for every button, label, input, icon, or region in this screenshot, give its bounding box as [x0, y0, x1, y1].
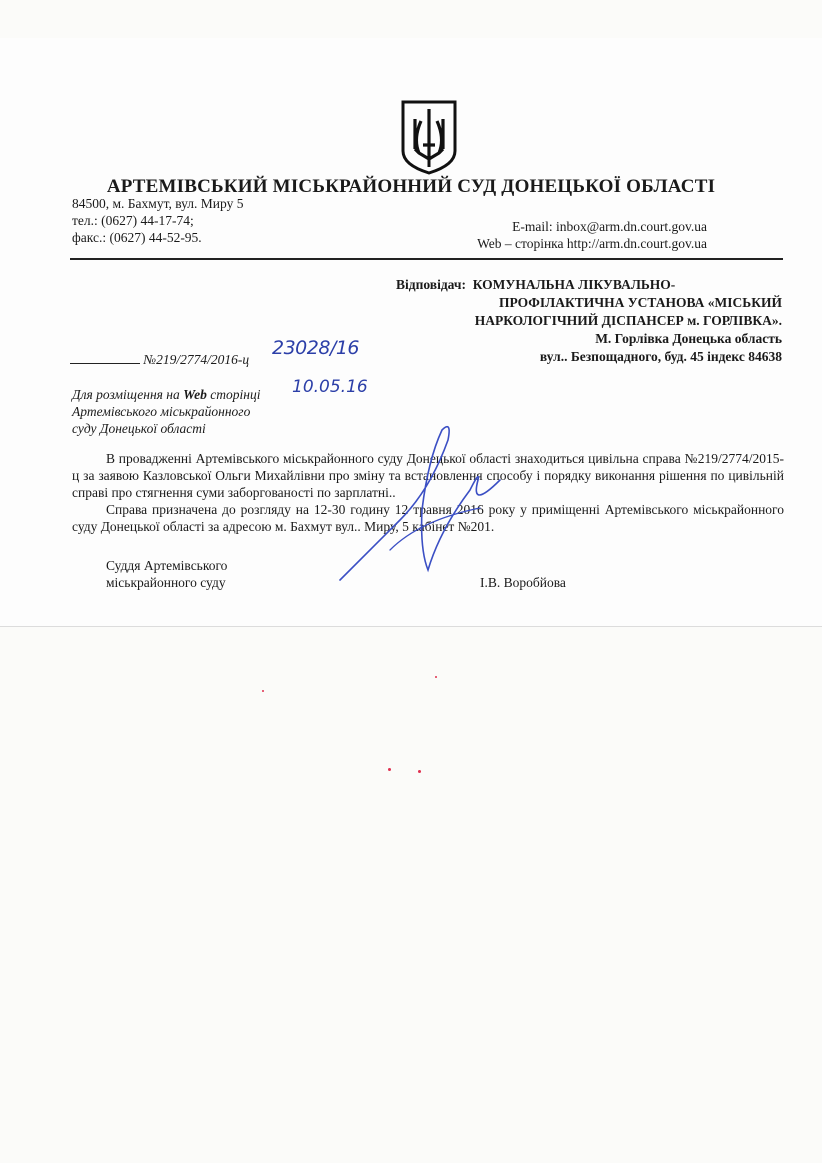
placement-suffix: сторінці — [210, 387, 261, 402]
case-reference — [70, 352, 249, 368]
signature-icon — [330, 400, 530, 590]
judge-title-line-1: Суддя Артемівського — [106, 558, 228, 573]
ink-speck — [388, 768, 391, 771]
addressee-line-4: М. Горлівка Донецька область — [595, 331, 782, 346]
addressee-line-3: НАРКОЛОГІЧНИЙ ДІСПАНСЕР м. ГОРЛІВКА». — [474, 313, 782, 328]
ink-speck — [435, 676, 437, 678]
court-fax: факс.: (0627) 44-52-95. — [72, 230, 202, 245]
placement-line-3: суду Донецької області — [72, 421, 206, 436]
body-paragraph-2: Справа призначена до розгляду на 12-30 годину 12 травня 2016 року у приміщенні Артемівського міськрайонного суду Донецької області за адресою м. Бахмут вул.. Миру, 5 кабінет №201. — [72, 502, 784, 534]
case-number: №219/2774/2016-ц — [143, 352, 250, 367]
handwritten-date: 10.05.16 — [292, 377, 368, 397]
placement-prefix: Для розміщення на — [72, 387, 180, 402]
judge-title-line-2: міськрайонного суду — [106, 575, 226, 590]
placement-note — [72, 386, 260, 437]
reference-blank — [70, 363, 140, 364]
addressee-line-5: вул.. Безпощадного, буд. 45 індекс 84638 — [539, 349, 782, 364]
court-address: 84500, м. Бахмут, вул. Миру 5 — [72, 196, 244, 211]
court-phone: тел.: (0627) 44-17-74; — [72, 213, 194, 228]
body-paragraph-1: В провадженні Артемівського міськрайонного суду Донецької області знаходиться цивільна справа №219/2774/2015-ц за заявою Казловської Ольги Михайлівни про зміну та встановлення способу і порядку виконання рішення по цивільній справі про стягнення суми заборгованості по зарплатні.. — [72, 451, 784, 500]
judge-title — [106, 557, 227, 591]
placement-web: Web — [183, 387, 207, 402]
court-email: E-mail: inbox@arm.dn.court.gov.ua — [512, 219, 707, 234]
handwritten-number: 23028/16 — [272, 337, 360, 359]
header-divider — [70, 258, 783, 260]
ink-speck — [262, 690, 264, 692]
addressee-line-2: ПРОФІЛАКТИЧНА УСТАНОВА «МІСЬКИЙ — [498, 295, 782, 310]
judge-name: І.В. Воробйова — [480, 575, 566, 590]
coat-of-arms-icon — [399, 99, 459, 175]
addressee-line-1: КОМУНАЛЬНА ЛІКУВАЛЬНО- — [472, 277, 676, 292]
addressee-block — [362, 276, 782, 366]
court-title: АРТЕМІВСЬКИЙ МІСЬКРАЙОННИЙ СУД ДОНЕЦЬКОЇ ОБЛАСТІ — [106, 176, 716, 197]
placement-line-2: Артемівського міськрайонного — [72, 404, 251, 419]
ink-speck — [418, 770, 421, 773]
court-website: Web – сторінка http://arm.dn.court.gov.ua — [477, 236, 707, 251]
addressee-label: Відповідач: — [396, 277, 466, 292]
